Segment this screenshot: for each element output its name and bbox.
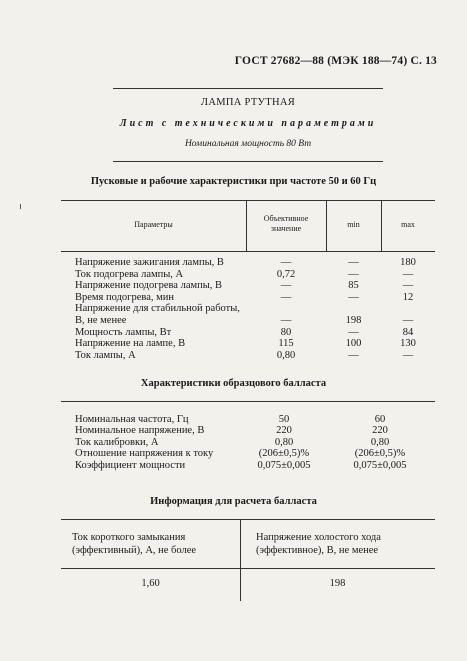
table2-cell-60hz: 0,80 [370, 436, 390, 448]
table1-title: Пусковые и рабочие характеристики при частоте 50 и 60 Гц [90, 176, 377, 187]
table1-cell-objective: 115 [278, 338, 294, 350]
table1-cell-objective: — [280, 257, 292, 268]
table1-cell-min: 100 [345, 338, 362, 350]
table2-cell-60hz: 60 [374, 414, 386, 425]
t3-left-value: 1,60 [141, 578, 160, 589]
table2-cell-50hz: 0,80 [274, 436, 294, 448]
table2-cell-50hz: 220 [276, 425, 292, 437]
table1-cell-max: 180 [400, 257, 416, 268]
table1-cell-min: — [348, 268, 359, 280]
table1-row-label: Напряжение зажигания лампы, В [75, 257, 224, 268]
title-sheet: Лист с техническими параметрами [119, 118, 377, 129]
table1-row-label: Ток лампы, А [75, 349, 136, 361]
table1-cell-objective: — [280, 280, 292, 292]
table1-row-label: Мощность лампы, Вт [75, 326, 172, 338]
table1-header-rule [61, 251, 435, 252]
table1-cell-max: — [402, 315, 414, 326]
title-box [113, 88, 383, 162]
table1-cell-objective: 0,72 [276, 268, 296, 280]
header-max: max [401, 220, 415, 229]
table1-row-label: Время подогрева, мин [75, 291, 175, 303]
table1-cell-min: 198 [345, 315, 362, 326]
table2-cell-50hz: 50 [278, 414, 290, 425]
table2-row-label: Коэффициент мощности [75, 459, 186, 471]
table3-top-rule [61, 519, 435, 520]
table2-top-rule [61, 401, 435, 402]
t3-right-value: 198 [329, 578, 346, 589]
table1-row-label: Ток подогрева лампы, А [75, 268, 184, 280]
t3-left-header-1: Ток короткого замыкания [72, 532, 186, 543]
table1-cell-max: — [402, 268, 414, 280]
table1-cell-min: — [348, 326, 359, 338]
table1-cell-objective: 80 [280, 326, 292, 338]
table2-cell-60hz: 0,075±0,005 [353, 459, 407, 471]
table1-row-label: Напряжение на лампе, В [75, 338, 186, 350]
header-objective: Объективное [263, 214, 309, 223]
title-lamp: ЛАМПА РТУТНАЯ [200, 97, 296, 108]
table2-cell-50hz: 0,075±0,005 [257, 459, 311, 471]
page-header: ГОСТ 27682—88 (МЭК 188—74) С. 13 [234, 55, 437, 67]
table3-header-rule [61, 568, 435, 569]
table1-cell-objective: — [280, 291, 292, 303]
header-objective-2: значение [270, 224, 302, 233]
table1-row-label: В, не менее [75, 315, 127, 326]
table2-title: Характеристики образцового балласта [140, 378, 327, 389]
margin-mark [20, 204, 21, 209]
table1-cell-objective: 0,80 [276, 349, 296, 361]
table1-cell-objective: — [280, 315, 292, 326]
table1-cell-max: — [402, 280, 414, 292]
table2-cell-60hz: 220 [372, 425, 388, 437]
table1-top-rule [61, 200, 435, 201]
table1-cell-min: — [348, 257, 359, 268]
table1-cell-max: 12 [402, 291, 414, 303]
table2-row-label: Отношение напряжения к току [75, 448, 214, 460]
title-power: Номинальная мощность 80 Вт [184, 139, 312, 149]
table1-cell-min: — [348, 291, 359, 303]
t3-left-header-2: (эффективный), А, не более [72, 545, 197, 556]
table1-cell-min: — [348, 349, 359, 361]
table1-cell-max: — [402, 349, 414, 361]
table2-row-label: Ток калибровки, А [75, 436, 159, 448]
table3-title: Информация для расчета балласта [150, 496, 317, 507]
header-param: Параметры [134, 220, 173, 229]
table2-row-label: Номинальное напряжение, В [75, 425, 205, 437]
table1-cell-max: 84 [402, 326, 414, 338]
t3-right-header-2: (эффективное), В, не менее [256, 545, 379, 556]
table2-row-label: Номинальная частота, Гц [75, 414, 189, 425]
table1-cell-max: 130 [400, 338, 416, 350]
table1-cell-min: 85 [348, 280, 359, 292]
table1-row-label: Напряжение для стабильной работы, [75, 303, 240, 315]
table2-cell-60hz: (206±0,5)% [354, 448, 406, 460]
table1-row-label: Напряжение подогрева лампы, В [75, 280, 223, 292]
table2-cell-50hz: (206±0,5)% [258, 448, 310, 460]
t3-right-header-1: Напряжение холостого хода [256, 532, 381, 543]
header-min: min [347, 220, 360, 229]
